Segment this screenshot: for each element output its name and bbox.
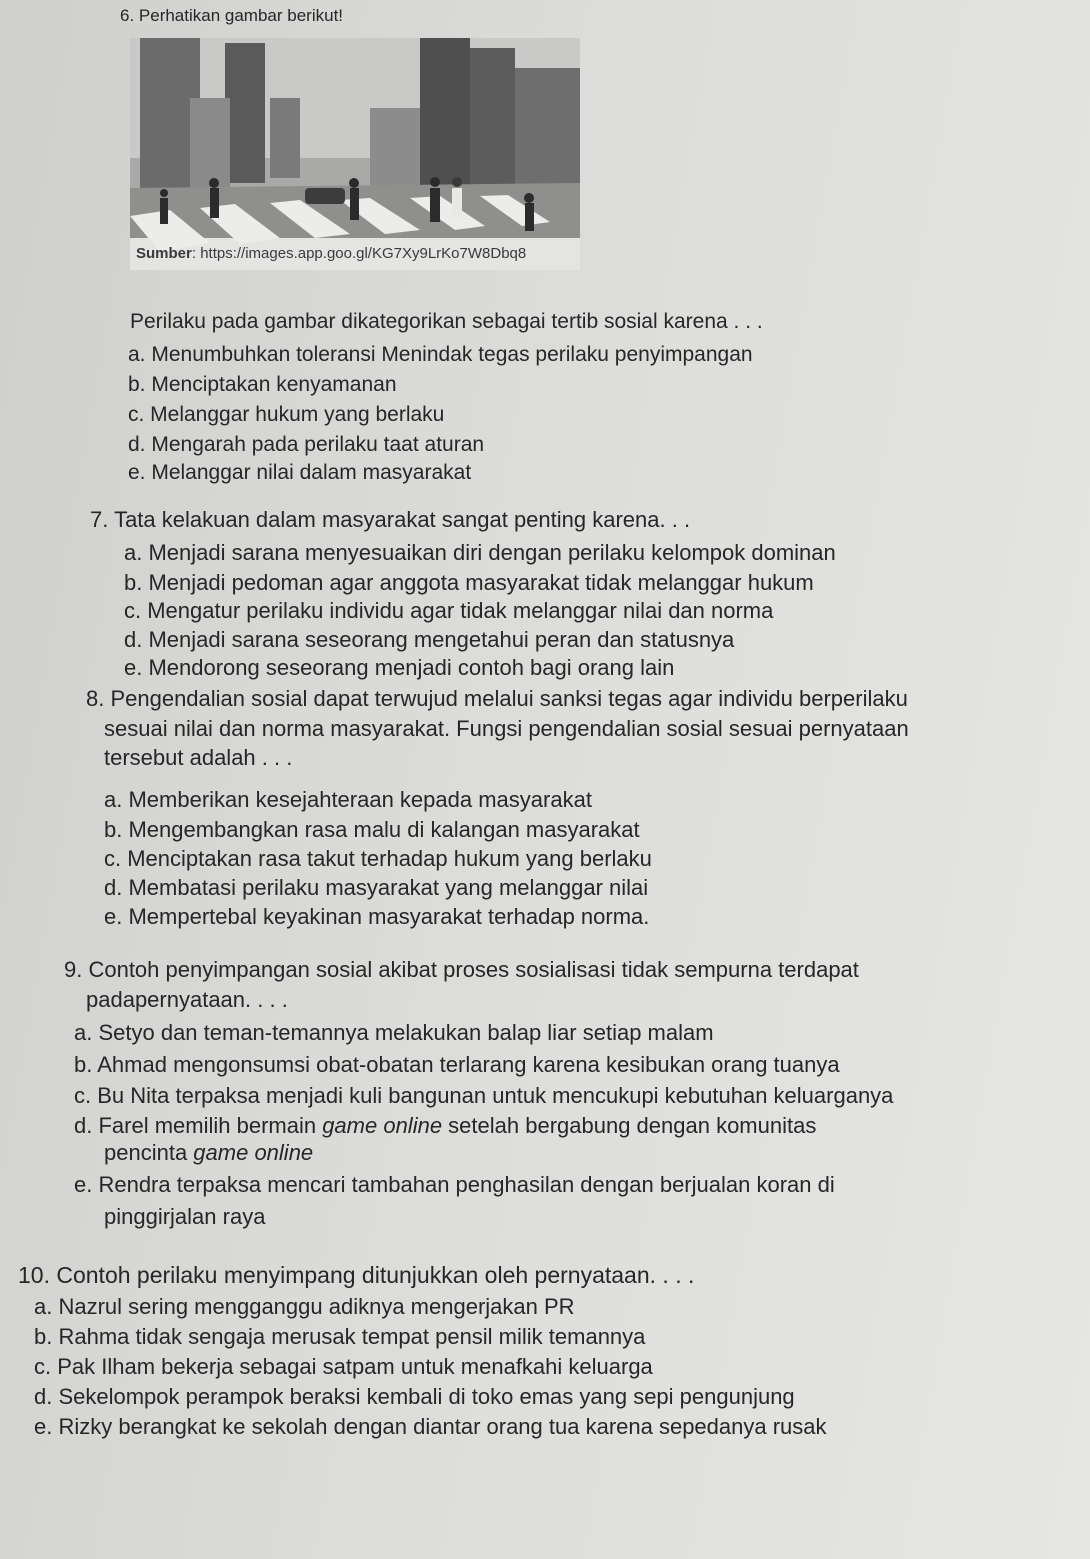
q7-option-a: a. Menjadi sarana menyesuaikan diri dengan perilaku kelompok dominan	[124, 540, 836, 565]
q9-stem-line-2: padapernyataan. . . .	[86, 987, 288, 1012]
q6-option-d: d. Mengarah pada perilaku taat aturan	[128, 433, 485, 456]
q7-option-e: e. Mendorong seseorang menjadi contoh bagi orang lain	[124, 655, 675, 680]
q6-option-a: a. Menumbuhkan toleransi Menindak tegas perilaku penyimpangan	[128, 343, 753, 366]
q9-option-a: a. Setyo dan teman-temannya melakukan balap liar setiap malam	[74, 1020, 714, 1045]
q8-option-c: c. Menciptakan rasa takut terhadap hukum yang berlaku	[104, 846, 652, 871]
q10-option-a: a. Nazrul sering mengganggu adiknya mengerjakan PR	[34, 1294, 575, 1319]
q9-stem-line-1: 9. Contoh penyimpangan sosial akibat proses sosialisasi tidak sempurna terdapat	[64, 957, 859, 982]
q8-option-b: b. Mengembangkan rasa malu di kalangan masyarakat	[104, 817, 640, 842]
street-crossing-photo	[130, 38, 580, 270]
q6-option-b: b. Menciptakan kenyamanan	[128, 373, 397, 396]
q8-option-e: e. Mempertebal keyakinan masyarakat terhadap norma.	[104, 904, 650, 929]
q6-stem: Perilaku pada gambar dikategorikan sebagai tertib sosial karena . . .	[130, 310, 763, 333]
source-label: Sumber	[136, 245, 192, 262]
q8-stem-line-2: sesuai nilai dan norma masyarakat. Fungsi pengendalian sosial sesuai pernyataan	[104, 716, 909, 741]
q10-option-d: d. Sekelompok perampok beraksi kembali di toko emas yang sepi pengunjung	[34, 1384, 795, 1409]
q9-option-c: c. Bu Nita terpaksa menjadi kuli bangunan untuk mencukupi kebutuhan keluarganya	[74, 1083, 894, 1108]
q9-option-d-text-2: setelah bergabung dengan komunitas	[442, 1113, 817, 1138]
q9-option-d2-text: pencinta	[104, 1140, 194, 1165]
q6-option-e: e. Melanggar nilai dalam masyarakat	[128, 461, 472, 484]
q9-option-d	[74, 1113, 816, 1139]
q7-stem: 7. Tata kelakuan dalam masyarakat sangat penting karena. . .	[90, 507, 691, 532]
q9-option-b: b. Ahmad mengonsumsi obat-obatan terlarang karena kesibukan orang tuanya	[74, 1052, 840, 1077]
q7-option-c: c. Mengatur perilaku individu agar tidak melanggar nilai dan norma	[124, 598, 774, 623]
q6-intro: 6. Perhatikan gambar berikut!	[120, 6, 344, 25]
q9-option-e: e. Rendra terpaksa mencari tambahan penghasilan dengan berjualan koran di	[74, 1172, 835, 1197]
q10-stem: 10. Contoh perilaku menyimpang ditunjukkan oleh pernyataan. . . .	[18, 1262, 695, 1288]
q10-option-c: c. Pak Ilham bekerja sebagai satpam untuk menafkahi keluarga	[34, 1354, 653, 1379]
q9-option-e-line-2: pinggirjalan raya	[104, 1204, 266, 1229]
q6-option-c: c. Melanggar hukum yang berlaku	[128, 403, 445, 426]
photo-source-caption: Sumber: https://images.app.goo.gl/KG7Xy9LrKo7W8Dbq8	[130, 238, 580, 270]
source-url: https://images.app.goo.gl/KG7Xy9LrKo7W8Dbq8	[200, 245, 527, 262]
q9-option-d2-italic: game online	[193, 1140, 314, 1165]
q10-option-e: e. Rizky berangkat ke sekolah dengan diantar orang tua karena sepedanya rusak	[34, 1414, 827, 1439]
q10-option-b: b. Rahma tidak sengaja merusak tempat pensil milik temannya	[34, 1324, 646, 1349]
q9-option-d-italic-1: game online	[322, 1113, 443, 1138]
q8-option-d: d. Membatasi perilaku masyarakat yang melanggar nilai	[104, 875, 649, 900]
q7-option-d: d. Menjadi sarana seseorang mengetahui peran dan statusnya	[124, 627, 735, 652]
q9-option-d-line-2	[104, 1140, 313, 1166]
street-crossing-illustration	[130, 38, 580, 270]
q8-stem-line-1: 8. Pengendalian sosial dapat terwujud melalui sanksi tegas agar individu berperilaku	[86, 686, 908, 711]
q7-option-b: b. Menjadi pedoman agar anggota masyarakat tidak melanggar hukum	[124, 570, 814, 595]
q8-option-a: a. Memberikan kesejahteraan kepada masyarakat	[104, 787, 592, 812]
q8-stem-line-3: tersebut adalah . . .	[104, 745, 293, 770]
q9-option-d-text-1: d. Farel memilih bermain	[74, 1113, 323, 1138]
